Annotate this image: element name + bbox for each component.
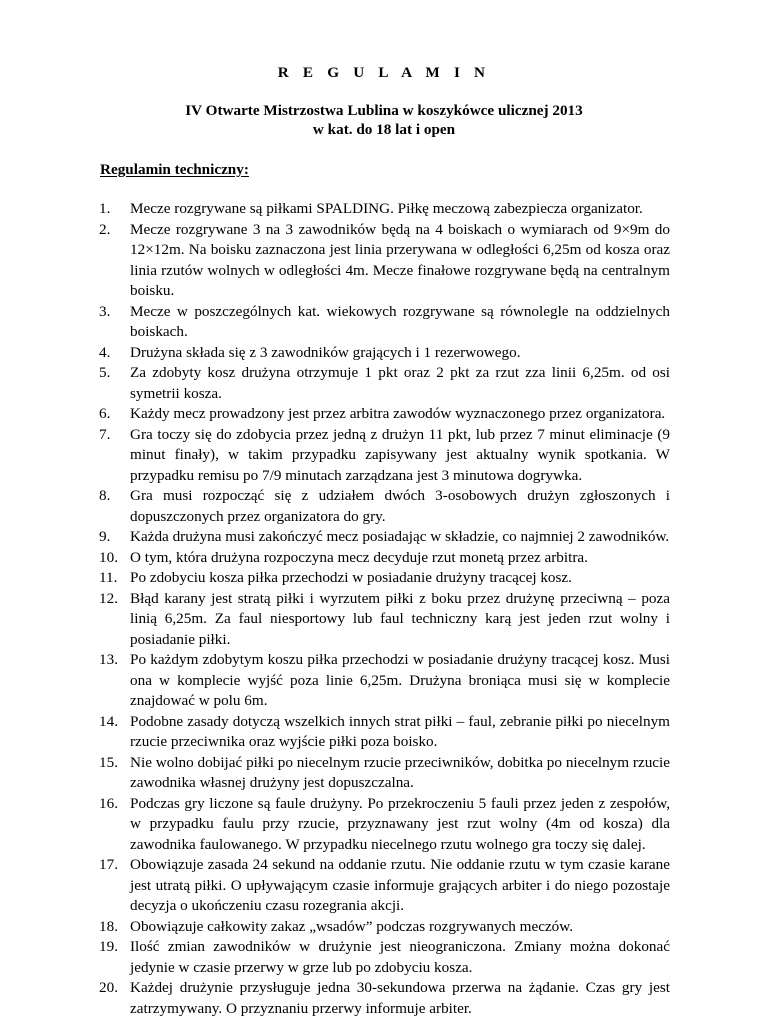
rule-item [100, 794, 670, 856]
rule-number: 8. [99, 487, 111, 504]
rule-item [100, 302, 670, 343]
rule-text: Za zdobyty kosz drużyna otrzymuje 1 pkt oraz 2 pkt za rzut zza linii 6,25m. od osi symetrii kosza. [130, 364, 670, 402]
rule-item [100, 363, 670, 404]
rule-number: 2. [99, 220, 111, 238]
rule-number: 10. [99, 548, 118, 566]
rules-list [100, 199, 670, 1019]
rule-text: Mecze w poszczególnych kat. wiekowych rozgrywane są równolegle na oddzielnych boiskach. [130, 302, 670, 340]
rule-text: Błąd karany jest stratą piłki i wyrzutem piłki z boku przez drużynę przeciwną – poza linią 6,25m. Za faul niesportowy lub faul techniczny karą jest jeden rzut wolny i posiadanie piłki. [130, 589, 670, 648]
rule-text: Po każdym zdobytym koszu piłka przechodzi w posiadanie drużyny tracącej kosz. Musi ona w komplecie wyjść poza linie 6,25m. Drużyna broniąca musi się w komplecie znajdować w polu 6m. [130, 651, 670, 709]
rule-item [100, 978, 670, 1019]
rule-item [100, 753, 670, 794]
section-heading: Regulamin techniczny: [100, 161, 249, 178]
rule-text: Mecze rozgrywane 3 na 3 zawodników będą na 4 boiskach o wymiarach od 9×9m do 12×12m. Na boisku zaznaczona jest linia przerywana w odległości 6,25m od kosza oraz linia rzutów wolnych w odległości 4m. Mecze finałowe rozgrywane będą na centralnym boisku. [130, 220, 670, 299]
rule-item [100, 650, 670, 712]
rule-number: 5. [99, 364, 111, 381]
rule-number: 11. [99, 569, 118, 586]
rule-number: 19. [99, 938, 118, 955]
rule-number: 16. [99, 794, 118, 812]
document-title: R E G U L A M I N [277, 64, 491, 81]
rule-text: Każda drużyna musi zakończyć mecz posiadając w składzie, co najmniej 2 zawodników. [130, 528, 670, 545]
rule-number: 17. [99, 856, 118, 873]
rule-item [100, 589, 670, 651]
rule-item [100, 199, 670, 220]
rule-number: 3. [99, 302, 111, 320]
rule-item [100, 712, 670, 753]
rule-number: 12. [99, 589, 118, 607]
rule-number: 15. [99, 753, 118, 771]
rule-item [100, 937, 670, 978]
rule-text: Mecze rozgrywane są piłkami SPALDING. Piłkę meczową zabezpiecza organizator. [130, 200, 643, 217]
rule-text: Gra musi rozpocząć się z udziałem dwóch 3-osobowych drużyn zgłoszonych i dopuszczonych przez organizatora do gry. [130, 487, 670, 525]
rule-text: Podobne zasady dotyczą wszelkich innych strat piłki – faul, zebranie piłki po niecelnym rzucie przeciwnika oraz wyjście piłki poza boisko. [130, 712, 670, 750]
rule-item [100, 486, 670, 527]
rule-item [100, 917, 670, 938]
rule-number: 13. [99, 651, 118, 668]
rule-item [100, 855, 670, 917]
rule-item [100, 220, 670, 302]
rule-item [100, 527, 670, 548]
rule-text: Drużyna składa się z 3 zawodników grających i 1 rezerwowego. [130, 343, 521, 361]
document-subtitle [0, 101, 768, 139]
rule-text: Gra toczy się do zdobycia przez jedną z drużyn 11 pkt, lub przez 7 minut eliminacje (9 minut finały), w takim przypadku zapisywany jest aktualny wynik spotkania. W przypadku remisu po 7/9 minutach zarządzana jest 3 minutowa dogrywka. [130, 425, 670, 484]
rule-number: 7. [99, 425, 111, 443]
rule-item [100, 548, 670, 569]
rule-item [100, 343, 670, 364]
rule-item [100, 404, 670, 425]
rule-text: Każdej drużynie przysługuje jedna 30-sekundowa przerwa na żądanie. Czas gry jest zatrzymywany. O przyznaniu przerwy informuje arbiter. [130, 979, 670, 1017]
rule-number: 4. [99, 343, 111, 361]
rule-number: 6. [99, 405, 111, 422]
rule-item [100, 568, 670, 589]
subtitle-line-2: w kat. do 18 lat i open [312, 121, 456, 138]
rule-text: Ilość zmian zawodników w drużynie jest nieograniczona. Zmiany można dokonać jedynie w czasie przerwy w grze lub po zdobyciu kosza. [130, 938, 670, 976]
rule-number: 18. [99, 917, 118, 935]
rule-number: 9. [99, 528, 111, 545]
rule-text: Każdy mecz prowadzony jest przez arbitra zawodów wyznaczonego przez organizatora. [130, 405, 666, 422]
rule-text: Obowiązuje całkowity zakaz „wsadów” podczas rozgrywanych meczów. [130, 917, 574, 935]
rule-item [100, 425, 670, 487]
rule-number: 20. [99, 979, 118, 996]
rule-number: 14. [99, 712, 118, 730]
rule-text: O tym, która drużyna rozpoczyna mecz decyduje rzut monetą przez arbitra. [130, 548, 588, 566]
rule-text: Podczas gry liczone są faule drużyny. Po przekroczeniu 5 fauli przez jeden z zespołów, w przypadku faulu przy rzucie, przyznawany jest rzut wolny (4m od kosza) dla zawodnika faulowanego. W przypadku niecelnego rzutu wolnego gra toczy się dalej. [130, 794, 670, 853]
rule-text: Po zdobyciu kosza piłka przechodzi w posiadanie drużyny tracącej kosz. [130, 569, 572, 586]
rule-text: Nie wolno dobijać piłki po niecelnym rzucie przeciwników, dobitka po niecelnym rzucie zawodnika własnej drużyny jest dopuszczalna. [130, 753, 670, 791]
rule-number: 1. [99, 200, 111, 217]
rule-text: Obowiązuje zasada 24 sekund na oddanie rzutu. Nie oddanie rzutu w tym czasie karane jest utratą piłki. O upływającym czasie informuje grających arbiter i do niego pozostaje decyzja o ukończeniu czasu rozegrania akcji. [130, 856, 670, 914]
subtitle-line-1: IV Otwarte Mistrzostwa Lublina w koszykówce ulicznej 2013 [185, 102, 583, 119]
